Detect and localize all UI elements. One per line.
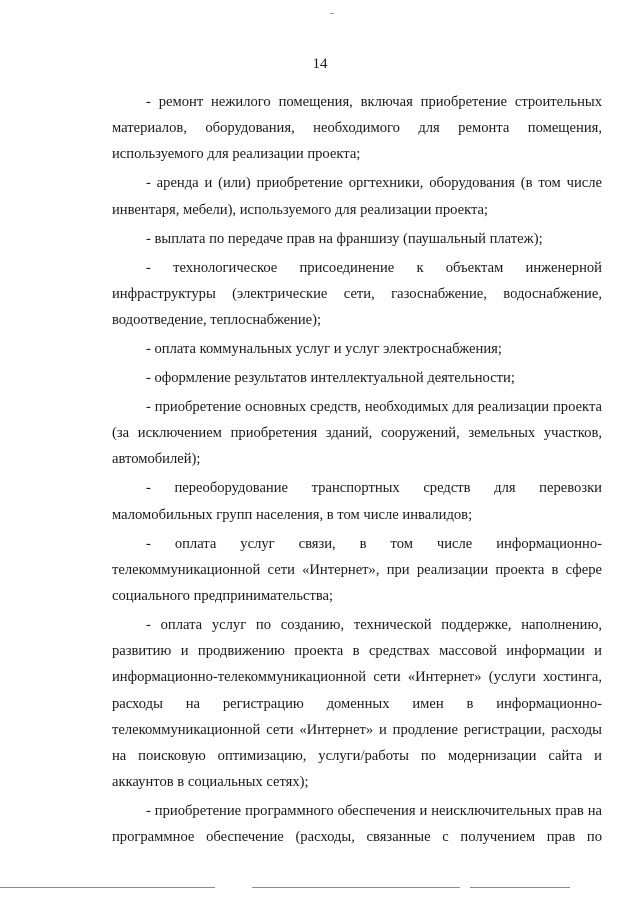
footer-rule xyxy=(470,887,570,888)
page-number: 14 xyxy=(312,56,328,72)
list-item: - приобретение основных средств, необходимых для реализации проекта (за исключением приобретения зданий, сооружений, земельных участков, автомобилей); xyxy=(112,399,602,468)
list-item: - ремонт нежилого помещения, включая приобретение строительных материалов, оборудования, необходимого для ремонта помещения, используемого для реализации проекта; xyxy=(112,94,602,163)
scan-mark xyxy=(330,13,334,14)
list-item: - технологическое присоединение к объектам инженерной инфраструктуры (электрические сети, газоснабжение, водоснабжение, водоотведение, теплоснабжение); xyxy=(112,259,602,329)
list-item: - приобретение программного обеспечения и неисключительных прав на программное обеспечение (расходы, связанные с получением прав по xyxy=(112,803,602,846)
list-item: - выплата по передаче прав на франшизу (паушальный платеж); xyxy=(146,230,543,247)
list-item: - переоборудование транспортных средств для перевозки маломобильных групп населения, в том числе инвалидов; xyxy=(112,480,602,523)
document-body xyxy=(112,89,602,853)
list-item: - оформление результатов интеллектуальной деятельности; xyxy=(146,370,515,387)
footer-rule xyxy=(0,887,215,888)
footer-rule xyxy=(252,887,460,888)
list-item: - оплата услуг по созданию, технической поддержке, наполнению, развитию и продвижению проекта в средствах массовой информации и информационно-телекоммуникационной сети «Интернет» (услуги хостинга, расходы на регистрацию доменных имен в информационно-телекоммуникационной сети «Интернет» и продление регистрации, расходы на поисковую оптимизацию, услуги/работы по модернизации сайта и аккаунтов в социальных сетях); xyxy=(112,617,602,791)
list-item: - оплата услуг связи, в том числе информационно-телекоммуникационной сети «Интернет», при реализации проекта в сфере социального предпринимательства; xyxy=(112,535,602,605)
list-item: - аренда и (или) приобретение оргтехники, оборудования (в том числе инвентаря, мебели), используемого для реализации проекта; xyxy=(112,175,602,218)
list-item: - оплата коммунальных услуг и услуг электроснабжения; xyxy=(146,341,502,358)
